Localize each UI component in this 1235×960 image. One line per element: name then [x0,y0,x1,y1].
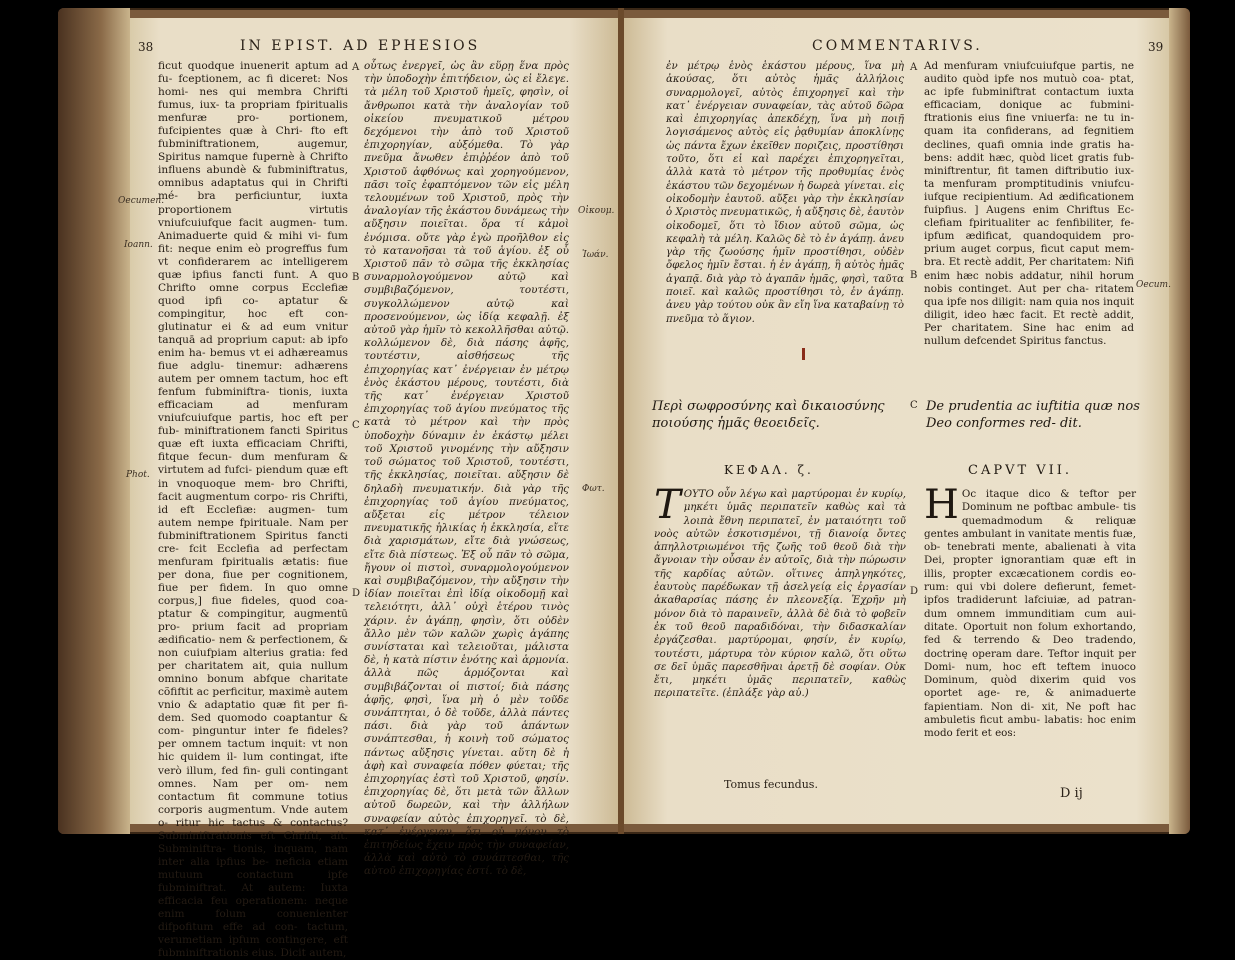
margin-greek-ioan: Ἰωάν. [582,250,609,260]
book-spread [58,8,1190,960]
left-page [118,18,618,960]
margin-note-ioann: Ioann. [124,240,153,250]
greek-chapter-title: Περὶ σωφροσύνης καὶ δικαιοσύνης ποιούσης ἡμᾶς θεοειδεῖς. [652,399,885,431]
latin-chapter-body: Oc itaque dico & teftor per Dominum ne poftbac ambule- tis quemadmodum & reliquæ gentes ambulant in vanitate mentis fuæ, ob- tenebrati mente, abalienati à vita Dei, propter ignorantiam quæ eft in illis, propter excæcationem cordis eo- rum: qui vbi dolere defierunt, femet- ipfos tradiderunt lafciuiæ, ad patran- dum omnem immunditiam cum aui- ditate. Oportuit non folum exhortando, fed & terrendo & Deo tradendo, doctrinę operam dare. Teftor inquit per Domi- num, hoc eft teftem inuoco Dominum, quòd dixerim quid vos oportet age- re, & animaduerte fapientiam. Non di- xit, Ne poft hac ambuletis ficut ambu- labatis: hoc enim modo ferit et eos: [924,488,1136,740]
section-letter-d-right: D [910,586,919,597]
latin-drop-capital: H [924,482,959,528]
latin-chapter-heading: CAPVT VII. [968,463,1073,478]
right-page-header: COMMENTARIVS. [812,38,983,54]
left-latin-column: ficut quodque inuenerit aptum ad fu- fceptionem, ac fi diceret: Nos homi- nes qui membra Chrifti fumus, iux- ta propriam fpiritualis menfuræ pro- portionem, fufcipientes quæ à Chri- fto eft fubminiftrationem, augemur, Spiritus namque fupernè à Chrifto influens abundè & fubminiftratus, omnibus adaptatus qui in Chrifti mé- bra perficiuntur, iuxta proportionem virtutis vniufcuiufque facit augmen- tum. Animaduerte quid & mihi vi- fum fit: neque enim eò progreffus fum vt confiderarem ac intelligerem quæ ipfius fancti funt. A quo Chrifto omne corpus Ecclefiæ quod ipfi co- aptatur & compingitur, hoc eft con- glutinatur ei & ad eum vnitur tanquā ad proprium caput: ab ipfo enim ha- bemus vt ei adhæreamus fiue adglu- tinemur: adhærens autem per omnem tactum, hoc eft fenfum fubminiftra- tionis, iuxta efficaciam ad menfuram vniufcuiufque partis, hoc eft per fub- miniftrationem fancti Spiritus quæ eft iuxta efficaciam Chrifti, fitque fecun- dum menfuram & virtutem ad fufci- piendum quæ eft in vnoquoque mem- bro Chrifti, facit augmentum corpo- ris Chrifti, id eft Ecclefiæ: augmen- tum autem nempe fpirituale. Nam per fubminiftrationem Spiritus fancti cre- fcit Ecclefia ad perfectam menfuram fpiritualis ætatis: fiue per dona, fiue per cognitionem, fiue per fidem. In quo omne corpus,] fiue fideles, quod coa- ptatur & compingitur, augmentū pro- prium facit ad propriam ædificatio- nem & perfectionem, & non cuiufpiam alterius gratia: fed per charitatem ait, quia nullum omnino bonum abfque charitate cõfiftit ac perficitur, maximè autem vnio & adaptatio quæ fit per fi- dem. Sed quomodo coaptantur & com- pinguntur inter fe fideles? per omnem tactum inquit: vt non hic quidem il- lum contingat, ifte verò illum, fed fin- guli contingant omnes. Nam per om- nem contactum fit commune totius corporis augmentum. Vnde autem o- ritur hic tactus & contactus? Subminiftrationis eft Chrifti, ait. Subminiftra- tionis, inquam, nam inter alia ipfius be- neficia etiam mutuum contactum ipfe fubminiftrat. At autem: Iuxta efficacia feu operationem: neque enim folum conuenienter difpofitum effe ad con- tactum, verumetiam ipfum contingere, eft fubminiftrationis eius. Dicit autem, [158,60,348,960]
greek-drop-capital: Τ [654,482,681,528]
right-page [624,18,1169,824]
right-page-number: 39 [1148,40,1164,54]
greek-chapter-heading: ΚΕΦΑΛ. ζ. [724,463,814,477]
left-greek-column: οὗτως ἐνεργεῖ, ὡς ἂν εὕρῃ ἕνα πρὸς τὴν ὑποδοχὴν ἐπιτήδειον, ὡς εἰ ἔλεγε. τὰ μέλη τοῦ Χριστοῦ ἡμεῖς, φησὶν, οἱ ἄνθρωποι κατὰ τὴν ἀναλογίαν τοῦ οἰκείου πνευματικοῦ μέτρου δεχόμενοι τὴν ἀπὸ τοῦ Χριστοῦ ἐπιχορηγίαν, αὐξόμεθα. Τὸ γὰρ πνεῦμα ἄνωθεν ἐπιῤῥέον ἀπὸ τοῦ Χριστοῦ ἀφθόνως καὶ χορηγούμενον, πᾶσι τοῖς ἐφαπτόμενον τῶν εἰς μέλη τελουμένων τοῦ Χριστοῦ, πρὸς τὴν ἀναλογίαν τῆς ἑκάστου δυνάμεως τὴν αὔξησιν ποιεῖται. ὅρα τί κἀμοὶ ἐνόμισα. οὔτε γὰρ ἐγὼ προῆλθον εἰς τὸ κατανοῆσαι τὰ τοῦ ἁγίου. ἐξ οὗ Χριστοῦ πᾶν τὸ σῶμα τῆς ἐκκλησίας συναρμολογούμενον αὐτῷ καὶ συμβιβαζόμενον, τουτέστι, συγκολλώμενον αὐτῷ καὶ προσενούμενον, ὡς ἰδίᾳ κεφαλῇ. ἐξ αὐτοῦ γὰρ ἡμῖν τὸ κεκολλῆσθαι αὐτῷ. κολλώμενον δὲ, διὰ πάσης ἁφῆς, τουτέστιν, αἰσθήσεως τῆς ἐπιχορηγίας κατ᾿ ἐνέργειαν ἐν μέτρῳ ἑνὸς ἑκάστου μέρους, τουτέστι, διὰ τῆς κατ᾿ ἐνέργειαν Χριστοῦ ἐπιχορηγίας τοῦ ἁγίου πνεύματος τῆς κατὰ τὸ μέτρον καὶ τὴν πρὸς ὑποδοχὴν δύναμιν ἐν ἑκάστῳ μέλει τοῦ Χριστοῦ γινομένης τὴν αὔξησιν τοῦ σώματος τοῦ Χριστοῦ, τουτέστι, τῆς ἐκκλησίας, ποιεῖται. αὔξησιν δὲ δηλαδὴ πνευματικήν. διὰ γὰρ τῆς ἐπιχορηγίας τοῦ ἁγίου πνεύματος, αὔξεται εἰς μέτρον τέλειον πνευματικῆς ἡλικίας ἡ ἐκκλησία, εἴτε διὰ χαρισμάτων, εἴτε διὰ γνώσεως, εἴτε διὰ πίστεως. Ἐξ οὗ πᾶν τὸ σῶμα, ἤγουν οἱ πιστοὶ, συναρμολογούμενον καὶ συμβιβαζόμενον, τὴν αὔξησιν τὴν ἰδίαν ποιεῖται ἐπὶ ἰδίᾳ οἰκοδομῇ καὶ τελειότητι, ἀλλ᾿ οὐχὶ ἑτέρου τινὸς χάριν. ἐν ἀγάπῃ, φησὶν, ὅτι οὐδὲν ἄλλο μὲν τῶν καλῶν χωρὶς ἀγάπης συνίσταται καὶ τελειοῦται, μάλιστα δὲ, ἡ κατὰ πίστιν ἑνότης καὶ ἁρμονία. ἀλλὰ πῶς ἁρμόζονται καὶ συμβιβάζονται οἱ πιστοί; διὰ πάσης ἁφῆς, φησὶ, ἵνα μὴ ὁ μὲν τοῦδε συνάπτηται, ὁ δὲ τοῦδε, ἀλλὰ πάντες πάσι. διὰ γὰρ τοῦ ἁπάντων συνάπτεσθαι, ἡ κοινὴ τοῦ σώματος πάντως αὔξησις γίνεται. αὕτη δὲ ἡ ἁφὴ καὶ συναφεία πόθεν φύεται; τῆς ἐπιχορηγίας ἐστὶ τοῦ Χριστοῦ, φησίν. ἐπιχορηγίας δὲ, ὅτι μετὰ τῶν ἄλλων αὐτοῦ δωρεῶν, καὶ τὴν ἀλλήλων συναφείαν αὐτὸς ἐπιχορηγεῖ. τὸ δὲ, κατ᾿ ἐνέργειαν, ὅτι οὐ μόνον τὸ ἐπιτηδείως ἔχειν πρὸς τὴν συναφείαν, ἀλλὰ καὶ αὐτὸ τὸ συνάπτεσθαι, τῆς αὐτοῦ ἐπιχορηγίας ἐστί. τὸ δὲ, [364,60,569,878]
signature-mark: D ij [1060,786,1083,801]
margin-greek-oikoum: Οἰκουμ. [578,206,615,216]
latin-chapter-text [924,482,1136,788]
greek-chapter-text [654,482,906,798]
book-edge-left [58,8,130,834]
margin-note-oecum-right: Oecum. [1136,280,1171,290]
greek-chapter-body: ΟΥΤΟ οὖν λέγω καὶ μαρτύρομαι ἐν κυρίῳ, μηκέτι ὑμᾶς περιπατεῖν καθὼς καὶ τὰ λοιπὰ ἔθνη περιπατεῖ, ἐν ματαιότητι τοῦ νοὸς αὐτῶν ἐσκοτισμένοι, τῇ διανοίᾳ ὄντες ἀπηλλοτριωμένοι τῆς ζωῆς τοῦ θεοῦ διὰ τὴν ἄγνοιαν τὴν οὖσαν ἐν αὐτοῖς, διὰ τὴν πώρωσιν τῆς καρδίας αὐτῶν. οἵτινες ἀπηλγηκότες, ἑαυτοὺς παρέδωκαν τῇ ἀσελγείᾳ εἰς ἐργασίαν ἀκαθαρσίας πάσης ἐν πλεονεξίᾳ. Ἐχρῆν μὴ μόνον διὰ τὸ παραινεῖν, ἀλλὰ δὲ διὰ τὸ φοβεῖν ἐκ τοῦ θεοῦ παραδιδόναι, τὴν διδασκαλίαν ἐργάζεσθαι. μαρτύρομαι, φησίν, ἐν κυρίῳ, τουτέστι, μάρτυρα τὸν κύριον καλῶ, ὅτι οὕτω σε δεῖ ὑμᾶς παρεσθῆναι ἀρετῇ δὲ σοφίαν. Οὐκ ἔτι, μηκέτι ὑμᾶς περιπατεῖν, καθὼς περιπατεῖτε. (ἐπλάξε γὰρ αὐ.) [654,489,906,700]
margin-greek-phot: Φωτ. [582,484,605,494]
red-mark [802,348,805,360]
right-latin-upper: Ad menfuram vniufcuiufque partis, ne audito quòd ipfe nos mutuò coa- ptat, ac ipfe fubminiftrat contactum iuxta efficaciam, donique ac fubmini- ftrationis eius fine vniuerfa: ne tu in- quam ita confiderans, ad fegnitiem declines, quafi omnia inde gratis ha- bens: addit hæc, quòd licet gratis fub- miniftrentur, fit tamen diftributio iux- ta menfuram promptitudinis vniufcu- iufque recipientium. Ad ædificationem fuipfius. ] Augens enim Chriftus Ec- clefiam fpiritualiter ac fenfibiliter, fe- ipfum ædificat, quandoquidem pro- prium auget corpus, ficut caput mem- bra. Et rectè addit, Per charitatem: Nifi enim hæc nobis addatur, nihil horum nobis continget. Aut per cha- ritatem qua ipfe nos diligit: nam quia nos inquit diligit, ideo hæc facit. Et rectè addit, Per charitatem. Sine hac enim ad nullum defcendet Spiritus fanctus. [924,60,1134,347]
latin-chapter-title: De prudentia ac iuftitia quæ nos Deo conformes red- dit. [926,399,1140,431]
right-greek-upper: ἐν μέτρῳ ἑνὸς ἑκάστου μέρους, ἵνα μὴ ἀκούσας, ὅτι αὐτὸς ἡμᾶς ἀλλήλοις συναρμολογεῖ, αὐτὸς ἐπιχορηγεῖ καὶ τὴν κατ᾿ ἐνέργειαν συναφείαν, τὰς αὐτοῦ δῶρα καὶ ἐπιχορηγίας ἀπεκδέχῃ, ἵνα μὴ ποιῇ λογισάμενος αὐτὸς εἰς ῥᾳθυμίαν ἀποκλίνῃς ὡς πάντα ἔχων ἐκεῖθεν ποριζεις, προστίθησι τοῦτο, ὅτι εἰ καὶ παρέχει ἐπιχορηγεῖται, ἀλλὰ κατὰ τὸ μέτρον τῆς προθυμίας ἑνὸς ἑκάστου τῶν δεχομένων ἡ δωρεὰ γίνεται. εἰς οἰκοδομὴν ἑαυτοῦ. αὔξει γὰρ τὴν ἐκκλησίαν ὁ Χριστὸς πνευματικῶς, ἡ αὔξησις δὲ, ἑαυτὸν οἰκοδομεῖ, ὅτι τὸ ἴδιον αὐτοῦ σῶμα, ὡς κεφαλὴ τὰ μέλη. Καλῶς δὲ τὸ ἐν ἀγάπῃ. ἀνευ γὰρ τῆς ζωούσης ἡμῖν προστίθησι, οὐδὲν ὄφελος ἡμῖν ἔσται. ἡ ἐν ἀγάπῃ, ἣ αὐτὸς ἡμᾶς ἀγαπᾷ. διὰ γὰρ τὸ ἀγαπᾶν ἡμᾶς, φησὶ, ταῦτα ποιεῖ. καὶ καλῶς προστίθησι τὸ, ἐν ἀγάπῃ. ἀνευ γὰρ τούτου οὐκ ἂν εἴη ἵνα καταβαίνῃ τὸ πνεῦμα τὸ ἅγιον. [666,61,904,325]
section-letter-c-right: C [910,400,918,411]
margin-note-oecumen: Oecumen. [118,196,165,206]
left-page-header: IN EPIST. AD EPHESIOS [240,38,481,54]
section-letter-b-right: B [910,270,918,281]
margin-note-phot: Phot. [126,470,150,480]
page-footer: Tomus fecundus. [724,778,818,791]
section-letter-b: B [352,272,360,283]
section-letter-c: C [352,420,360,431]
section-letter-a-right: A [910,62,918,73]
book-edge-right [1169,8,1190,834]
section-letter-d: D [352,588,361,599]
left-page-number: 38 [138,40,154,54]
section-letter-a: A [352,62,360,73]
